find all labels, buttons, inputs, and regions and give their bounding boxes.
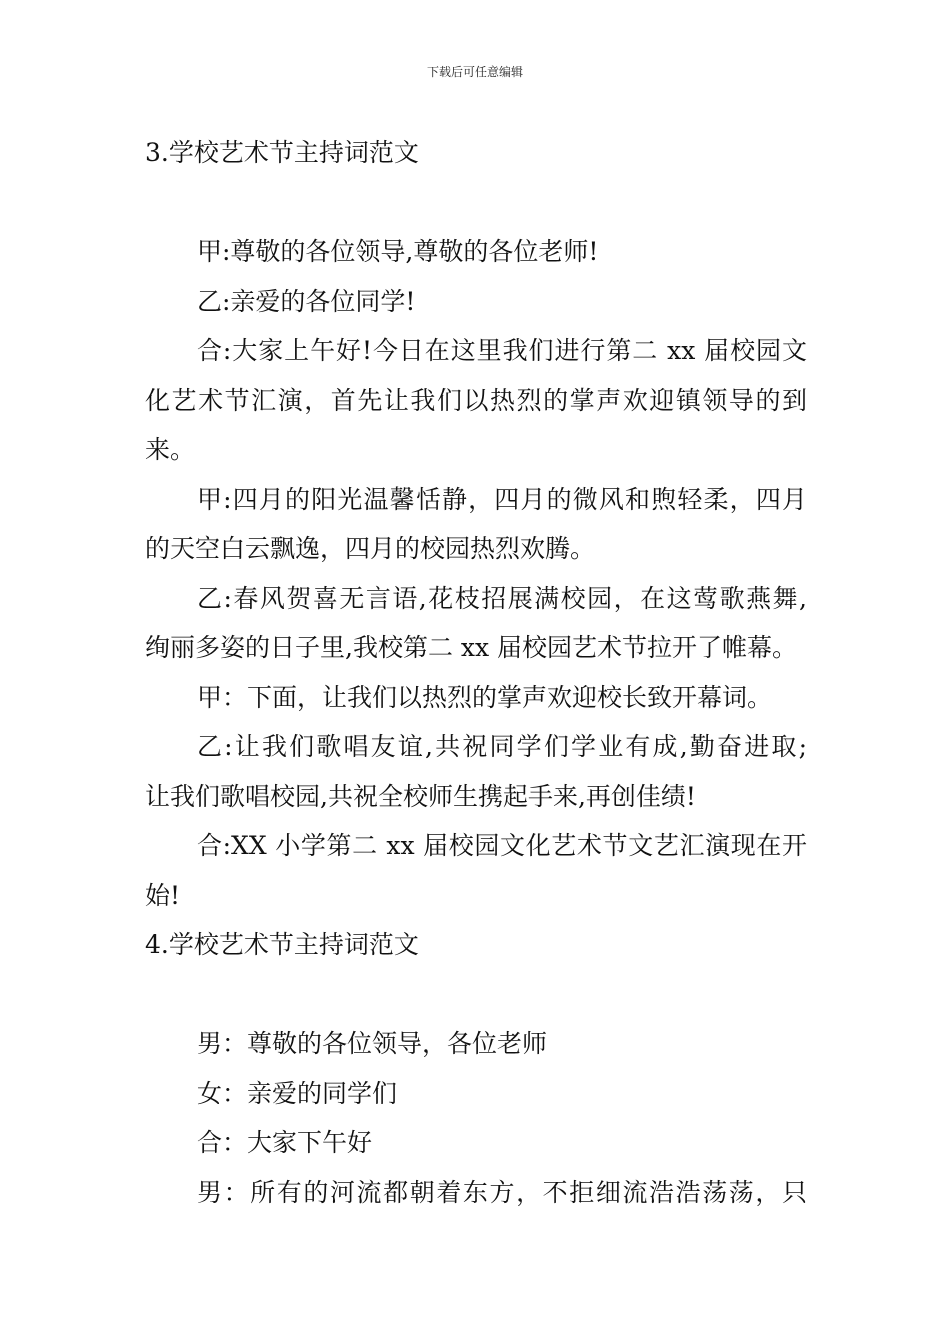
paragraph-line: 乙:春风贺喜无言语,花枝招展满校园，在这莺歌燕舞, [197,583,807,613]
paragraph-line: 甲:四月的阳光温馨恬静，四月的微风和煦轻柔，四月 [197,484,807,514]
paragraph-line: 合:XX 小学第二 xx 届校园文化艺术节文艺汇演现在开 [197,831,807,860]
paragraph-line: 女：亲爱的同学们 [197,1078,398,1108]
page-header: 下载后可任意编辑 [426,65,523,79]
spacer [145,178,807,228]
section-title-4: 4.学校艺术节主持词范文 [145,930,419,959]
paragraph-line: 的天空白云飘逸，四月的校园热烈欢腾。 [145,534,596,563]
paragraph-line: 甲：下面，让我们以热烈的掌声欢迎校长致开幕词。 [197,682,773,712]
paragraph-line: 绚丽多姿的日子里,我校第二 xx 届校园艺术节拉开了帷幕。 [145,633,798,662]
paragraph-line: 合:大家上午好!今日在这里我们进行第二 xx 届校园文 [197,336,807,365]
paragraph-line: 乙:亲爱的各位同学! [197,286,416,316]
paragraph-line: 合：大家下午好 [197,1128,373,1157]
document-body [145,128,807,1217]
paragraph-line: 让我们歌唱校园,共祝全校师生携起手来,再创佳绩! [145,781,696,811]
paragraph-line: 来。 [145,435,196,464]
paragraph-line: 男：所有的河流都朝着东方，不拒细流浩浩荡荡，只 [197,1177,807,1207]
paragraph-line: 化艺术节汇演，首先让我们以热烈的掌声欢迎镇领导的到 [145,385,807,415]
spacer [145,970,807,1020]
paragraph-line: 始! [145,880,181,910]
paragraph-line: 甲:尊敬的各位领导,尊敬的各位老师! [197,237,599,266]
paragraph-line: 男：尊敬的各位领导，各位老师 [197,1029,548,1058]
section-title-3: 3.学校艺术节主持词范文 [145,138,419,167]
paragraph-line: 乙:让我们歌唱友谊,共祝同学们学业有成,勤奋进取; [197,732,807,761]
